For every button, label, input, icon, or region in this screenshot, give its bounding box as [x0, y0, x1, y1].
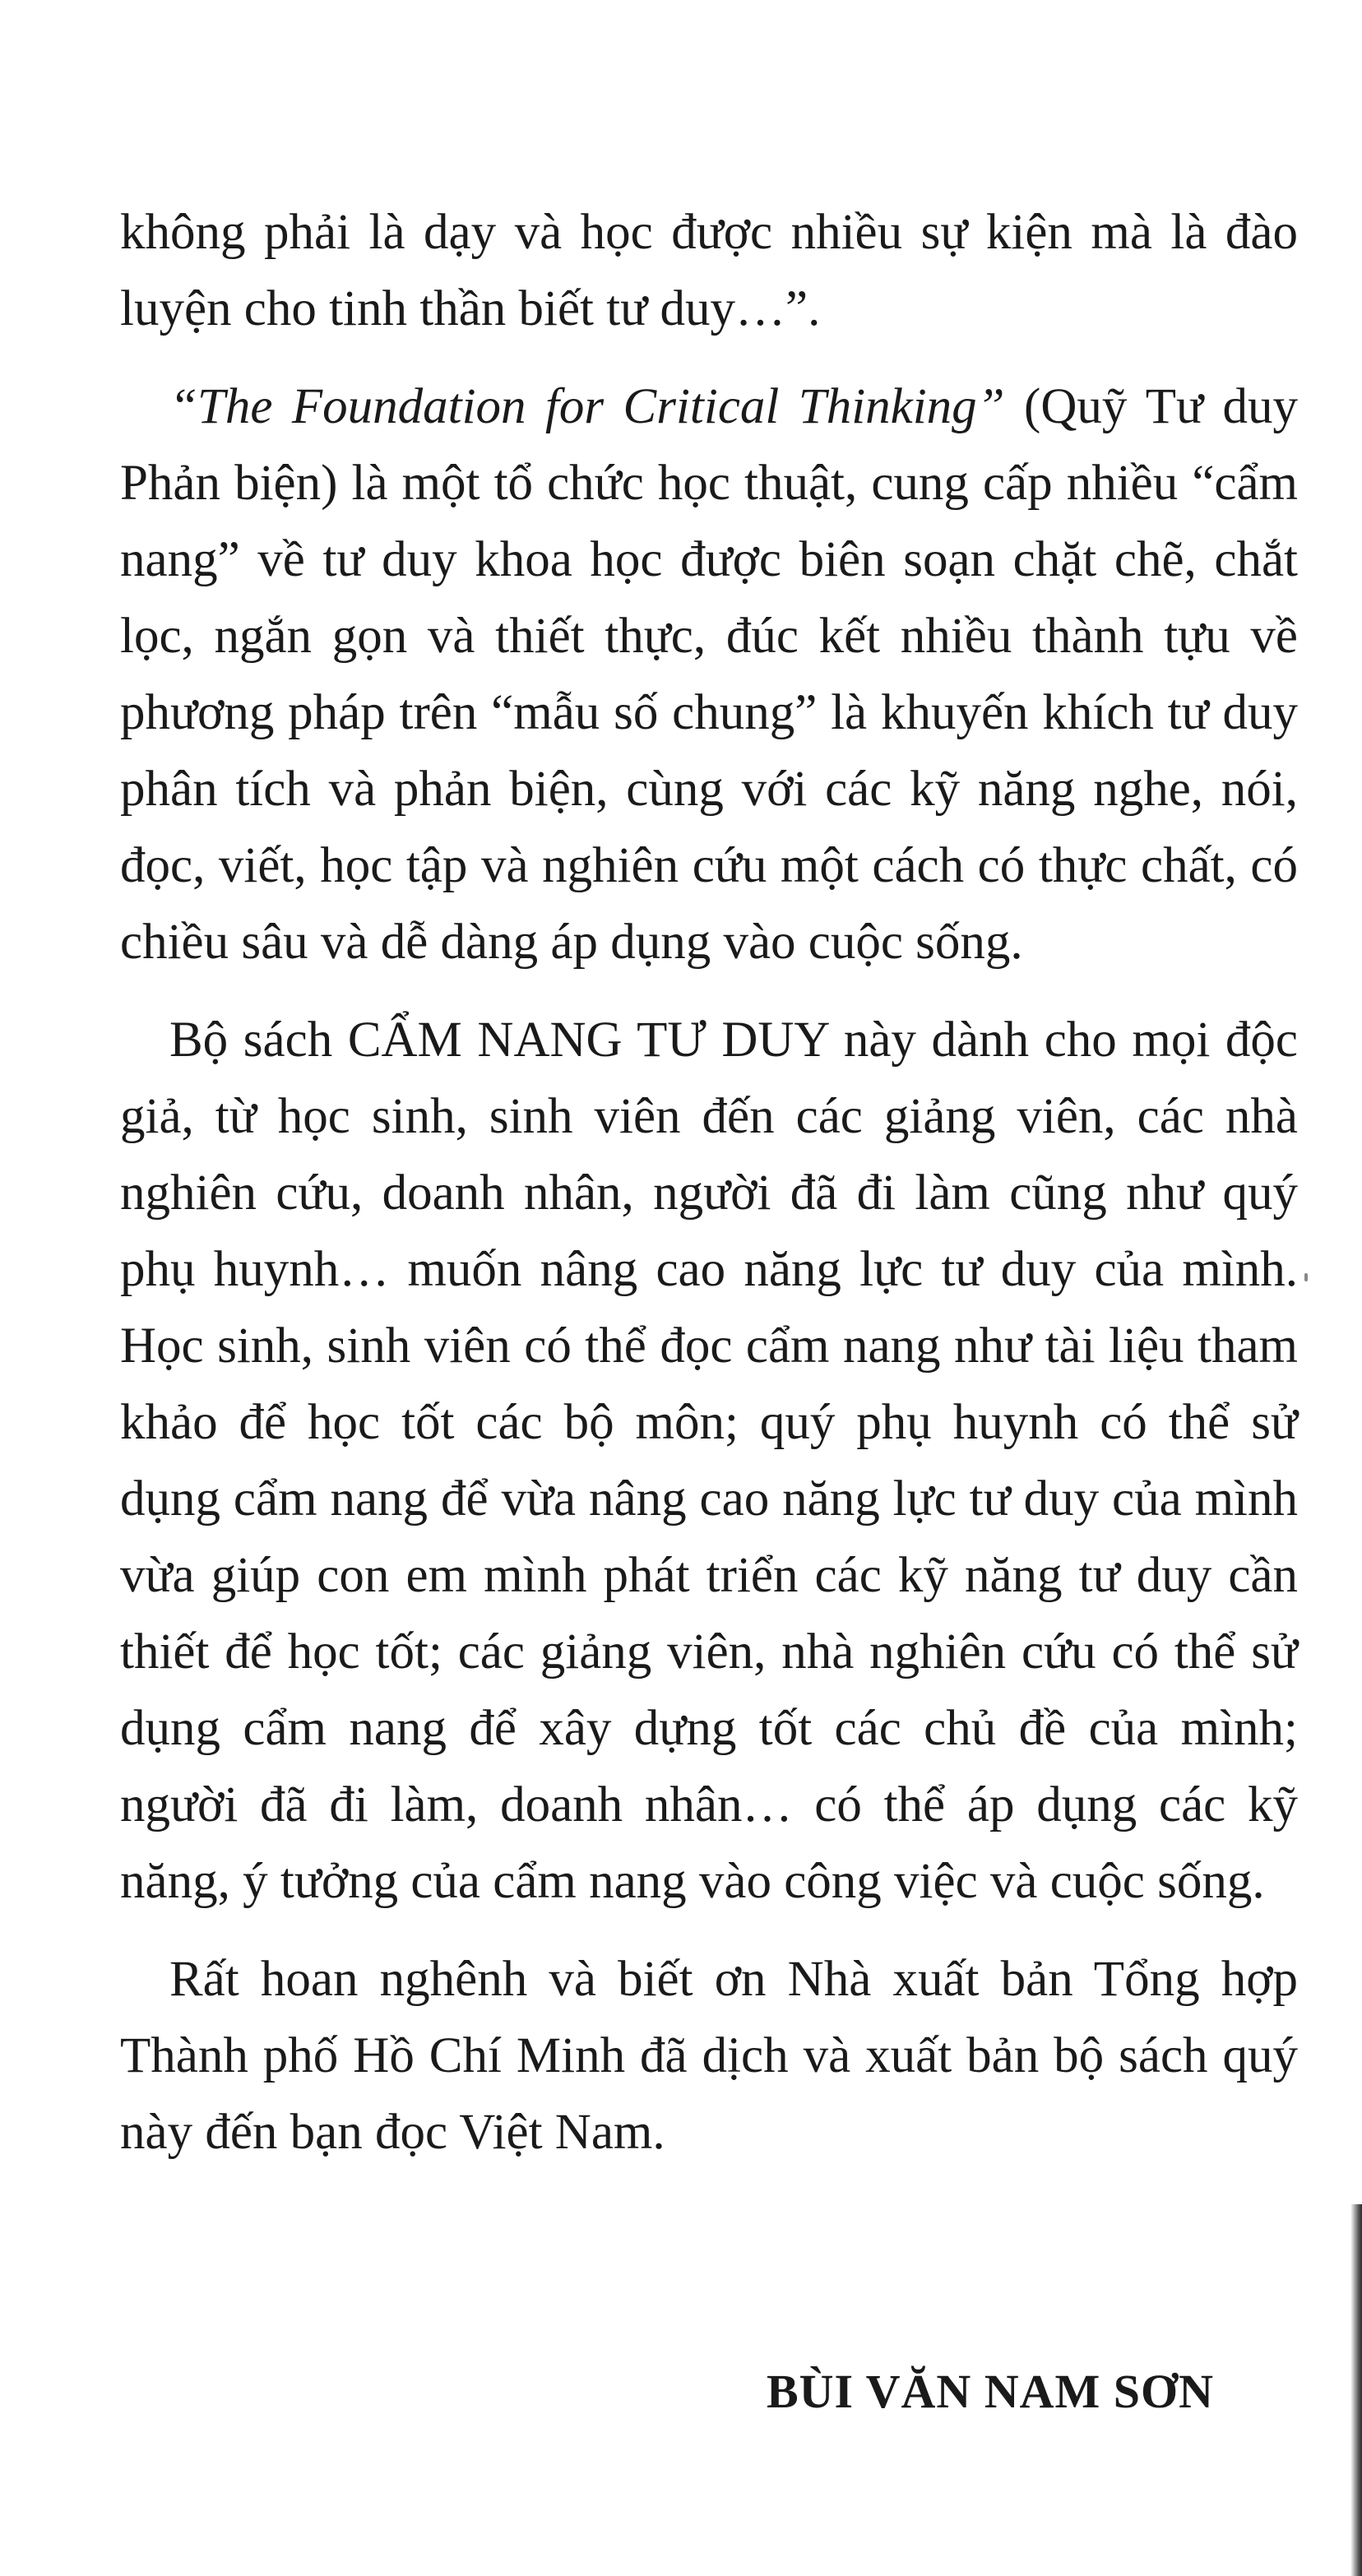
page-speck	[1304, 1273, 1308, 1281]
paragraph-thanks: Rất hoan nghênh và biết ơn Nhà xuất bản Tổng hợp Thành phố Hồ Chí Minh đã dịch và xuất bản bộ sách quý này đến bạn đọc Việt Nam.	[120, 1952, 1298, 2160]
paragraph-book-series-lead: Bộ sách	[169, 1012, 348, 1068]
paragraph-book-series-text: này dành cho mọi độc giả, từ học sinh, sinh viên đến các giảng viên, các nhà nghiên cứu, doanh nhân, người đã đi làm cũng như quý phụ huynh… muốn nâng cao năng lực tư duy của mình. Học sinh, sinh viên có thể đọc cẩm nang như tài liệu tham khảo để học tốt các bộ môn; quý phụ huynh có thể sử dụng cẩm nang để vừa nâng cao năng lực tư duy của mình vừa giúp con em mình phát triển các kỹ năng tư duy cần thiết để học tốt; các giảng viên, nhà nghiên cứu có thể sử dụng cẩm nang để xây dựng tốt các chủ đề của mình; người đã đi làm, doanh nhân… có thể áp dụng các kỹ năng, ý tưởng của cẩm nang vào công việc và cuộc sống.	[120, 1012, 1298, 1909]
book-series-name: CẨM NANG TƯ DUY	[347, 1012, 829, 1068]
paragraph-foundation-text: (Quỹ Tư duy Phản biện) là một tổ chức học thuật, cung cấp nhiều “cẩm nang” về tư duy khoa học được biên soạn chặt chẽ, chắt lọc, ngắn gọn và thiết thực, đúc kết nhiều thành tựu về phương pháp trên “mẫu số chung” là khuyến khích tư duy phân tích và phản biện, cùng với các kỹ năng nghe, nói, đọc, viết, học tập và nghiên cứu một cách có thực chất, có chiều sâu và dễ dàng áp dụng vào cuộc sống.	[120, 379, 1298, 970]
author-signature: BÙI VĂN NAM SƠN	[766, 2365, 1214, 2418]
paragraph-continuation: không phải là dạy và học được nhiều sự kiện mà là đào luyện cho tinh thần biết tư duy…”.	[120, 205, 1298, 336]
paragraph-book-series	[120, 1002, 1298, 1920]
paragraph-foundation	[120, 368, 1298, 980]
body-text	[120, 194, 1298, 2171]
organization-name: “The Foundation for Critical Thinking”	[169, 379, 1005, 434]
page-edge-shadow	[1350, 2204, 1362, 2576]
